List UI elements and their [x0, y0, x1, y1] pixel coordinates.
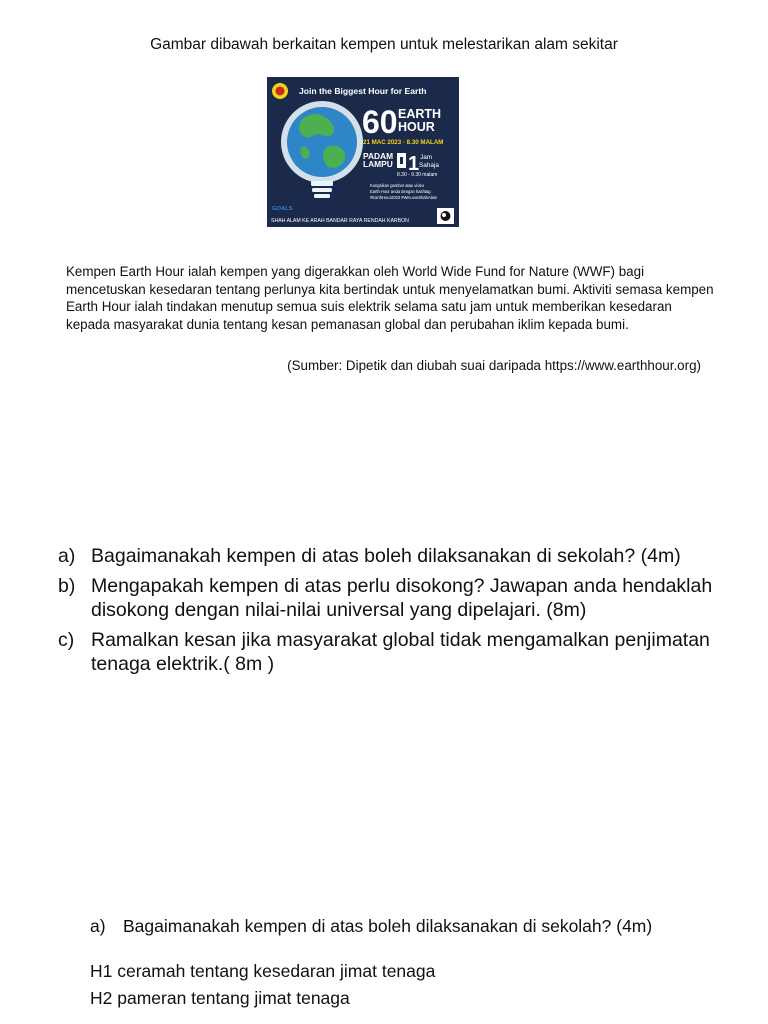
poster-headline: Join the Biggest Hour for Earth — [299, 86, 427, 96]
poster-hour-number: 1 — [408, 153, 420, 175]
description-paragraph: Kempen Earth Hour ialah kempen yang digerakkan oleh World Wide Fund for Nature (WWF) bagi mencetuskan kesedaran tentang perlunya kita bertindak untuk menyelamatkan bumi. Aktiviti semasa kempen Earth Hour ialah tindakan menutup semua suis elektrik selama satu jam untuk memberikan kesedaran kepada masyarakat dunia tentang kesan pemanasan global dan perubahan iklim kepada bumi. — [66, 264, 714, 332]
poster-goals: GOALS — [272, 206, 293, 212]
answer-item: H1 ceramah tentang kesedaran jimat tenaga — [90, 961, 436, 981]
poster-hour: HOUR — [398, 120, 435, 134]
question-item — [58, 544, 718, 568]
poster-date: 21 MAC 2023 · 8.30 MALAM — [363, 139, 444, 146]
question-item — [58, 628, 718, 676]
question-text: Mengapakah kempen di atas perlu disokong? Jawapan anda hendaklah disokong dengan nilai-nilai universal yang dipelajari. (8m) — [91, 575, 713, 621]
poster-note-1: Kongsikan gambar atau video — [370, 183, 425, 188]
poster-earth: EARTH — [398, 107, 442, 121]
poster-lampu: LAMPU — [363, 159, 393, 169]
answer-letter: a) — [90, 916, 106, 936]
answer-question-text: Bagaimanakah kempen di atas boleh dilaksanakan di sekolah? (4m) — [123, 916, 653, 936]
answer-section — [90, 916, 730, 1012]
question-letter: c) — [58, 629, 75, 651]
wwf-panda-icon — [437, 208, 454, 224]
question-list — [58, 544, 718, 682]
question-text: Ramalkan kesan jika masyarakat global tidak mengamalkan penjimatan tenaga elektrik.( 8m ) — [91, 629, 710, 675]
answer-list — [90, 958, 730, 1012]
question-letter: a) — [58, 545, 76, 567]
answer-item: H2 pameran tentang jimat tenaga — [90, 988, 350, 1008]
poster-note-2: Earth Hour anda dengan hashtag — [370, 189, 431, 194]
poster-jam: Jam — [420, 154, 433, 161]
question-letter: b) — [58, 575, 76, 597]
poster-note-3: #EarthHour2023 #WeLoveShahAlam — [370, 195, 438, 200]
page-title: Gambar dibawah berkaitan kempen untuk melestarikan alam sekitar — [150, 36, 618, 53]
poster-time-range: 8.30 - 9.30 malam — [397, 172, 438, 178]
answer-question — [90, 916, 730, 937]
source-citation: (Sumber: Dipetik dan diubah suai daripada https://www.earthhour.org) — [287, 358, 701, 373]
question-text: Bagaimanakah kempen di atas boleh dilaksanakan di sekolah? (4m) — [91, 545, 681, 567]
poster-padam: PADAM — [363, 151, 394, 161]
earth-hour-poster — [267, 77, 459, 227]
poster-footer: SHAH ALAM KE ARAH BANDAR RAYA RENDAH KARBON — [271, 218, 409, 224]
poster-60: 60 — [362, 104, 398, 140]
question-item — [58, 574, 718, 622]
poster-sahaja: Sahaja — [419, 162, 439, 169]
